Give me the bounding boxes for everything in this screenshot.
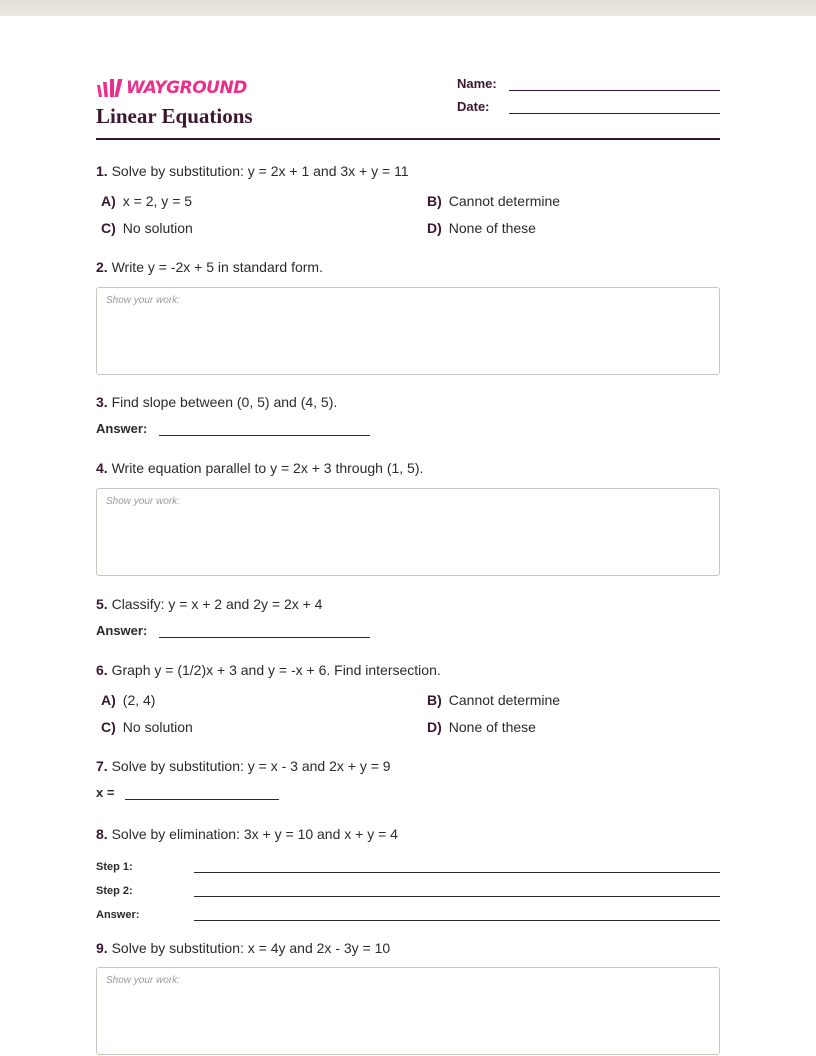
name-field[interactable] xyxy=(457,76,720,91)
question-2 xyxy=(96,258,720,375)
choice-c[interactable] xyxy=(101,219,193,237)
question-text xyxy=(96,939,720,957)
question-number: 1. xyxy=(96,163,108,179)
name-line[interactable] xyxy=(509,77,720,91)
step-row xyxy=(96,849,720,873)
question-prompt: Write equation parallel to y = 2x + 3 through (1, 5). xyxy=(111,460,424,476)
choice-text: None of these xyxy=(448,220,536,236)
step-row xyxy=(96,897,720,921)
choice-letter: A) xyxy=(101,692,116,708)
choice-text: x = 2, y = 5 xyxy=(122,193,193,209)
question-text xyxy=(96,162,720,180)
worksheet-header xyxy=(96,76,720,140)
answer-choices xyxy=(96,192,720,246)
date-label: Date: xyxy=(457,99,490,114)
question-4 xyxy=(96,459,720,576)
choice-letter: A) xyxy=(101,193,116,209)
wayground-logo-icon xyxy=(96,79,123,97)
question-3 xyxy=(96,393,720,436)
question-text xyxy=(96,757,720,775)
question-1 xyxy=(96,162,720,246)
step-label: Step 1: xyxy=(96,861,133,873)
step-label: Answer: xyxy=(96,909,140,921)
step-label: Step 2: xyxy=(96,885,133,897)
step-row xyxy=(96,873,720,897)
work-box[interactable] xyxy=(96,967,720,1055)
choice-text: No solution xyxy=(122,719,193,735)
choice-text: (2, 4) xyxy=(122,692,156,708)
choice-b[interactable] xyxy=(427,691,560,709)
question-number: 5. xyxy=(96,596,108,612)
question-prompt: Solve by substitution: x = 4y and 2x - 3y = 10 xyxy=(111,940,391,956)
choice-text: Cannot determine xyxy=(448,692,561,708)
choice-c[interactable] xyxy=(101,718,193,736)
question-prompt: Solve by substitution: y = x - 3 and 2x + y = 9 xyxy=(111,758,391,774)
answer-row xyxy=(96,623,720,638)
question-prompt: Write y = -2x + 5 in standard form. xyxy=(111,259,323,275)
question-number: 3. xyxy=(96,394,108,410)
question-text xyxy=(96,595,720,613)
choice-letter: C) xyxy=(101,719,116,735)
question-number: 9. xyxy=(96,940,108,956)
question-prompt: Graph y = (1/2)x + 3 and y = -x + 6. Find intersection. xyxy=(111,662,441,678)
name-label: Name: xyxy=(457,76,497,91)
question-8 xyxy=(96,825,720,921)
choice-b[interactable] xyxy=(427,192,560,210)
brand-logo xyxy=(96,78,247,98)
answer-line[interactable] xyxy=(159,624,370,638)
choice-text: Cannot determine xyxy=(448,193,561,209)
work-placeholder: Show your work: xyxy=(106,975,180,986)
question-prompt: Solve by substitution: y = 2x + 1 and 3x + y = 11 xyxy=(111,163,409,179)
step-line[interactable] xyxy=(194,859,720,873)
answer-line[interactable] xyxy=(125,786,279,800)
question-6 xyxy=(96,661,720,745)
date-line[interactable] xyxy=(509,100,720,114)
header-divider xyxy=(96,138,720,140)
question-text xyxy=(96,825,720,843)
choice-text: No solution xyxy=(122,220,193,236)
answer-row xyxy=(96,785,720,800)
question-9 xyxy=(96,939,720,1055)
choice-text: None of these xyxy=(448,719,536,735)
answer-line[interactable] xyxy=(159,422,370,436)
question-number: 7. xyxy=(96,758,108,774)
answer-label: Answer: xyxy=(96,623,148,638)
answer-label: x = xyxy=(96,785,115,800)
answer-choices xyxy=(96,691,720,745)
question-5 xyxy=(96,595,720,638)
brand-name: WAYGROUND xyxy=(126,78,247,98)
top-bar xyxy=(0,0,816,16)
question-number: 8. xyxy=(96,826,108,842)
answer-row xyxy=(96,421,720,436)
question-number: 6. xyxy=(96,662,108,678)
step-list xyxy=(96,849,720,921)
work-placeholder: Show your work: xyxy=(106,496,180,507)
choice-a[interactable] xyxy=(101,691,155,709)
page-title: Linear Equations xyxy=(96,104,253,128)
work-placeholder: Show your work: xyxy=(106,295,180,306)
work-box[interactable] xyxy=(96,287,720,375)
choice-d[interactable] xyxy=(427,219,536,237)
choice-d[interactable] xyxy=(427,718,536,736)
answer-label: Answer: xyxy=(96,421,148,436)
work-box[interactable] xyxy=(96,488,720,576)
choice-letter: B) xyxy=(427,193,442,209)
step-line[interactable] xyxy=(194,907,720,921)
choice-letter: B) xyxy=(427,692,442,708)
question-prompt: Classify: y = x + 2 and 2y = 2x + 4 xyxy=(111,596,323,612)
choice-a[interactable] xyxy=(101,192,192,210)
question-text xyxy=(96,393,720,411)
question-prompt: Solve by elimination: 3x + y = 10 and x + y = 4 xyxy=(111,826,398,842)
choice-letter: D) xyxy=(427,719,442,735)
choice-letter: C) xyxy=(101,220,116,236)
question-7 xyxy=(96,757,720,800)
date-field[interactable] xyxy=(457,99,720,114)
question-text xyxy=(96,459,720,477)
question-number: 2. xyxy=(96,259,108,275)
step-line[interactable] xyxy=(194,883,720,897)
question-text xyxy=(96,258,720,276)
question-text xyxy=(96,661,720,679)
choice-letter: D) xyxy=(427,220,442,236)
question-prompt: Find slope between (0, 5) and (4, 5). xyxy=(111,394,338,410)
question-number: 4. xyxy=(96,460,108,476)
